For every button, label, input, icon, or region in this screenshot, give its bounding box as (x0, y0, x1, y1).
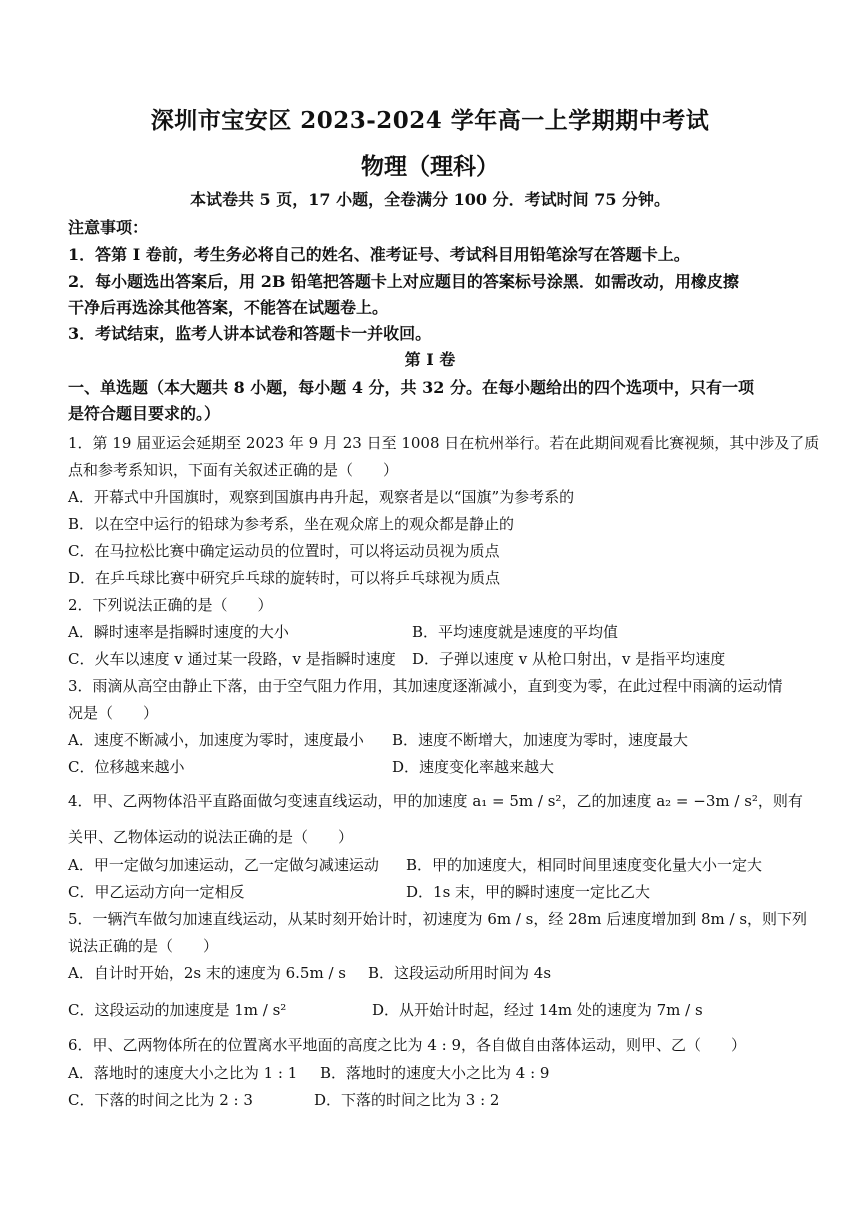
q4-option-d: D．1s 末，甲的瞬时速度一定比乙大 (406, 883, 651, 901)
q3-stem-2: 况是（ ） (68, 704, 159, 722)
q4-option-a: A．甲一定做匀加速运动，乙一定做匀减速运动 (68, 856, 379, 874)
q1-option-b: B．以在空中运行的铅球为参考系，坐在观众席上的观众都是静止的 (68, 515, 515, 533)
q1-option-c: C．在马拉松比赛中确定运动员的位置时，可以将运动员视为质点 (68, 542, 500, 560)
notes-item-2-cont: 干净后再选涂其他答案，不能答在试题卷上。 (68, 298, 389, 317)
q4-option-c: C．甲乙运动方向一定相反 (68, 883, 245, 901)
q6-option-c: C．下落的时间之比为 2 : 3 (68, 1091, 253, 1109)
q4-stem-1: 4．甲、乙两物体沿平直路面做匀变速直线运动，甲的加速度 a₁ = 5m / s²，乙的加速度 a₂ = −3m / s²，则有 (68, 792, 803, 810)
q2-option-a: A．瞬时速率是指瞬时速度的大小 (68, 623, 289, 641)
notes-item-3: 3．考试结束，监考人讲本试卷和答题卡一并收回。 (68, 324, 432, 343)
q5-option-c: C．这段运动的加速度是 1m / s² (68, 1001, 287, 1019)
q6-option-d: D．下落的时间之比为 3 : 2 (314, 1091, 500, 1109)
q3-option-c: C．位移越来越小 (68, 758, 185, 776)
q3-stem-1: 3．雨滴从高空由静止下落，由于空气阻力作用，其加速度逐渐减小，直到变为零，在此过程中雨滴的运动情 (68, 677, 783, 695)
exam-info: 本试卷共 5 页，17 小题，全卷满分 100 分．考试时间 75 分钟。 (189, 190, 671, 209)
q5-option-a: A．自计时开始，2s 末的速度为 6.5m / s (68, 964, 346, 982)
q1-stem-1: 1．第 19 届亚运会延期至 2023 年 9 月 23 日至 1008 日在杭州举行。若在此期间观看比赛视频，其中涉及了质 (68, 434, 820, 452)
q2-option-c: C．火车以速度 v 通过某一段路，v 是指瞬时速度 (68, 650, 396, 668)
q5-stem-1: 5．一辆汽车做匀加速直线运动，从某时刻开始计时，初速度为 6m / s，经 28m 后速度增加到 8m / s，则下列 (68, 910, 808, 928)
q3-option-d: D．速度变化率越来越大 (392, 758, 555, 776)
notes-item-1: 1．答第 I 卷前，考生务必将自己的姓名、准考证号、考试科目用铅笔涂写在答题卡上。 (68, 245, 690, 264)
exam-title: 深圳市宝安区 2023-2024 学年高一上学期期中考试 (150, 107, 710, 134)
q1-option-d: D．在乒乓球比赛中研究乒乓球的旋转时，可以将乒乓球视为质点 (68, 569, 501, 587)
q4-option-b: B．甲的加速度大，相同时间里速度变化量大小一定大 (406, 856, 763, 874)
section-heading-2: 是符合题目要求的。） (68, 404, 221, 423)
q5-option-b: B．这段运动所用时间为 4s (368, 964, 552, 982)
q2-option-d: D．子弹以速度 v 从枪口射出，v 是指平均速度 (412, 650, 726, 668)
q5-option-d: D．从开始计时起，经过 14m 处的速度为 7m / s (372, 1001, 703, 1019)
q3-option-a: A．速度不断减小，加速度为零时，速度最小 (68, 731, 364, 749)
exam-subject: 物理（理科） (361, 153, 499, 180)
q4-stem-2: 关甲、乙物体运动的说法正确的是（ ） (68, 828, 354, 846)
notes-heading: 注意事项： (68, 218, 149, 237)
q6-stem: 6．甲、乙两物体所在的位置离水平地面的高度之比为 4 : 9，各自做自由落体运动，则甲、乙（ ） (68, 1036, 746, 1054)
q3-option-b: B．速度不断增大，加速度为零时，速度最大 (392, 731, 689, 749)
part-label: 第 I 卷 (404, 350, 456, 369)
q1-stem-2: 点和参考系知识，下面有关叙述正确的是（ ） (68, 461, 399, 479)
q6-option-b: B．落地时的速度大小之比为 4 : 9 (320, 1064, 550, 1082)
q1-option-a: A．开幕式中升国旗时，观察到国旗冉冉升起，观察者是以“国旗”为参考系的 (68, 488, 575, 506)
notes-item-2: 2．每小题选出答案后，用 2B 铅笔把答题卡上对应题目的答案标号涂黑．如需改动，用橡皮擦 (68, 272, 739, 291)
q2-stem: 2．下列说法正确的是（ ） (68, 596, 273, 614)
q5-stem-2: 说法正确的是（ ） (68, 937, 219, 955)
q6-option-a: A．落地时的速度大小之比为 1 : 1 (68, 1064, 298, 1082)
section-heading-1: 一、单选题（本大题共 8 小题，每小题 4 分，共 32 分。在每小题给出的四个选项中，只有一项 (68, 378, 754, 397)
q2-option-b: B．平均速度就是速度的平均值 (412, 623, 619, 641)
